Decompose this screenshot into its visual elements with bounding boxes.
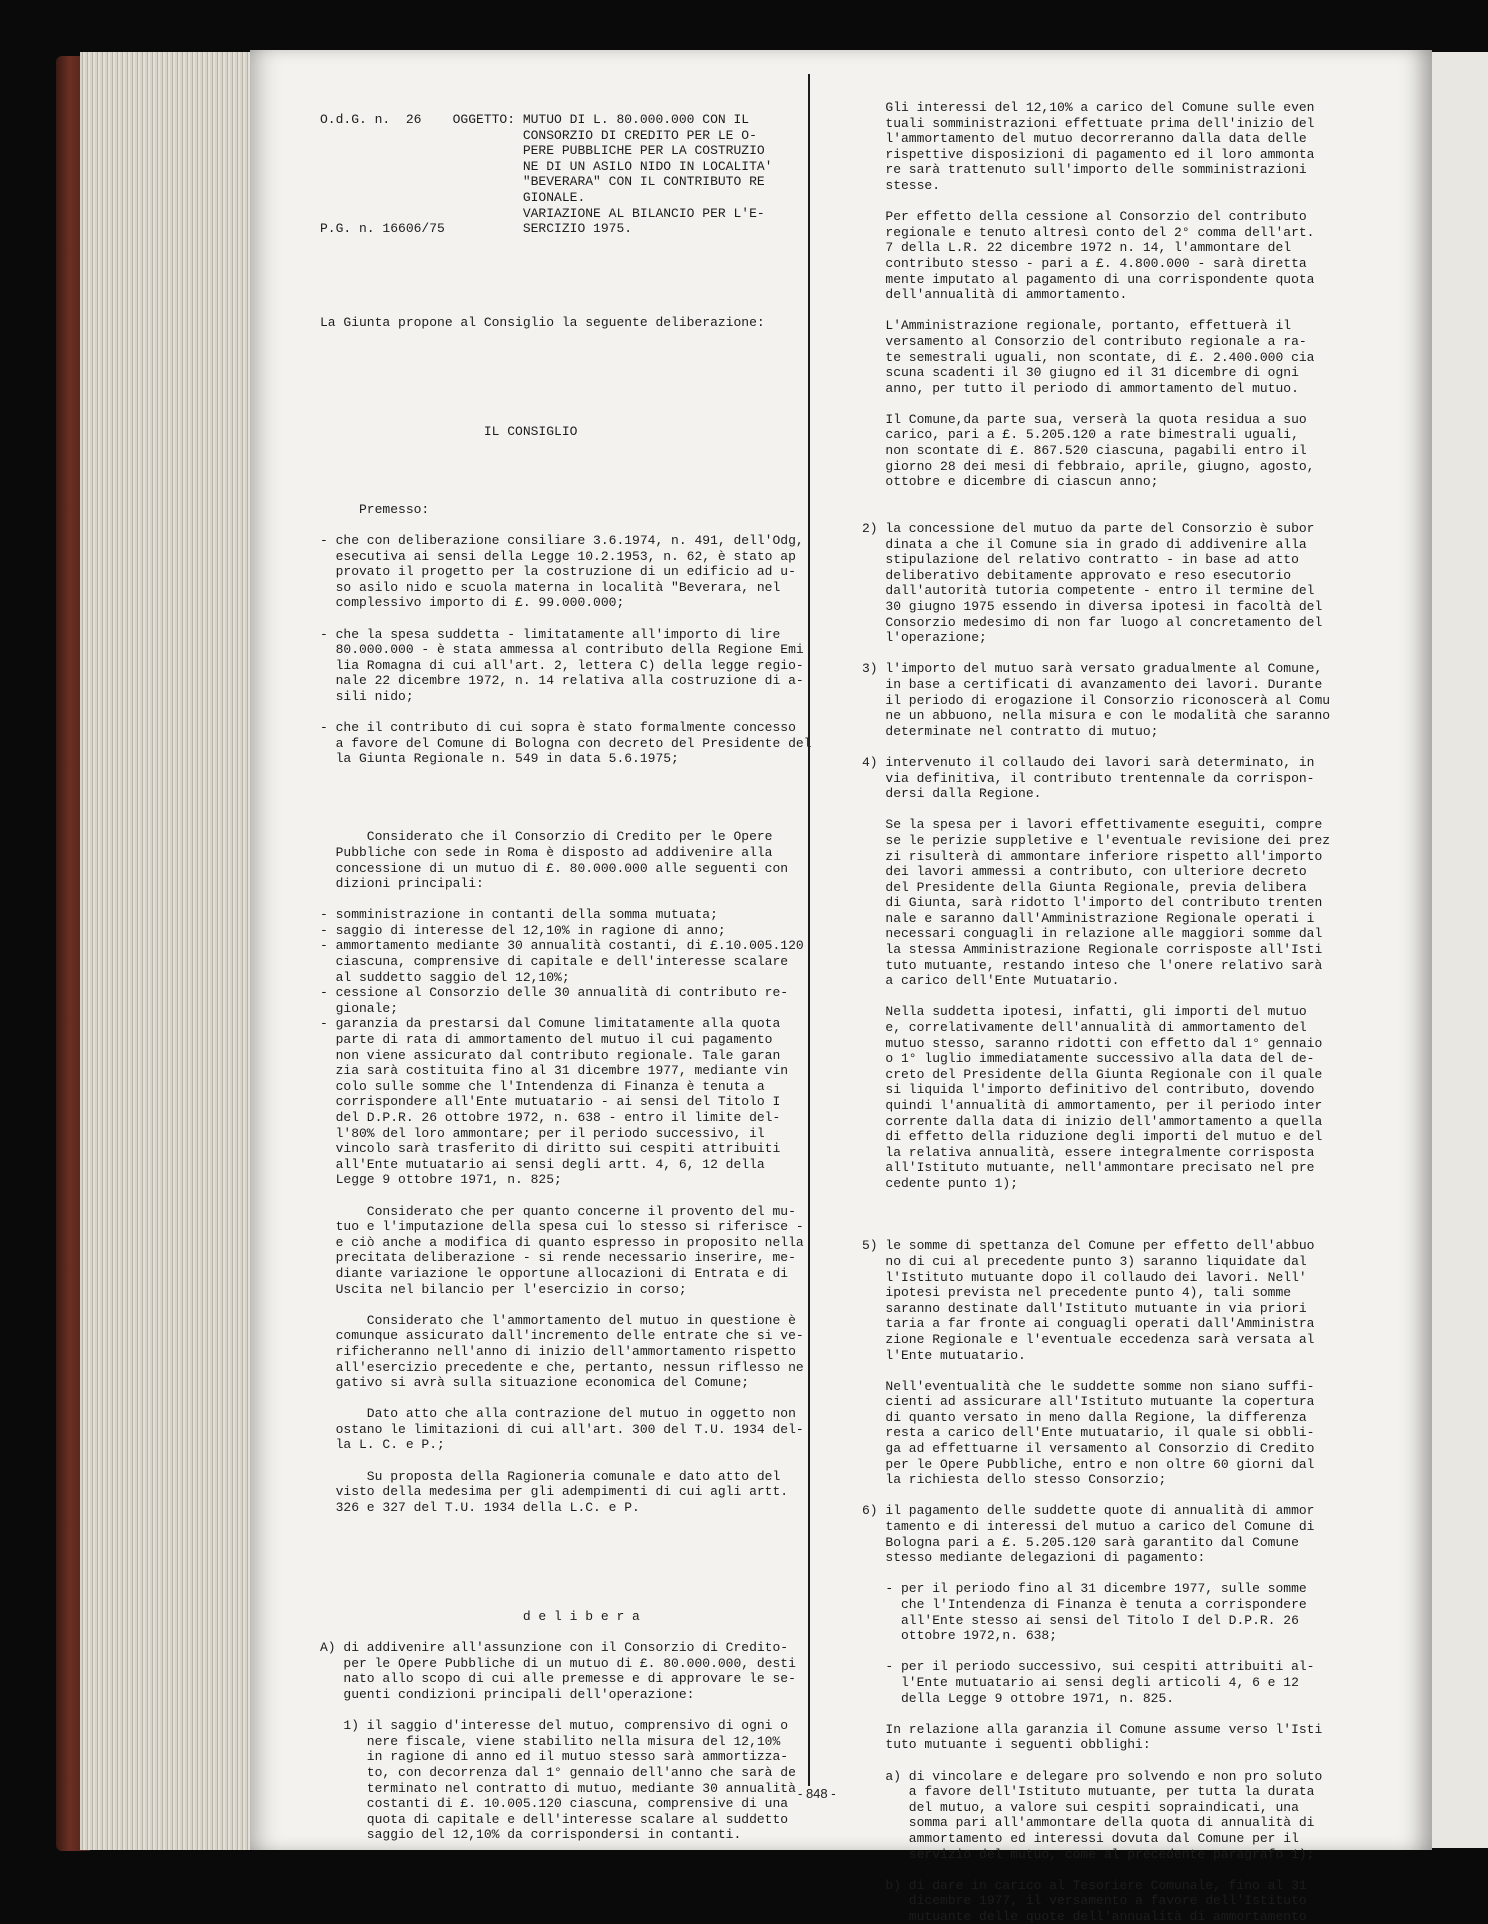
left-text-line: costanti di £. 10.005.120 ciascuna, comprensive di una <box>320 1796 789 1812</box>
left-text-line <box>320 814 850 830</box>
right-text-line: la richiesta dello stesso Consorzio; <box>862 1472 1167 1488</box>
left-text-line: sili nido; <box>320 688 414 704</box>
left-text-line: e ciò anche a modifica di quanto espresso in proposito nella <box>320 1234 804 1250</box>
left-text-line: NE DI UN ASILO NIDO IN LOCALITA' <box>320 158 773 174</box>
right-text-line: 3) l'importo del mutuo sarà versato gradualmente al Comune, <box>862 661 1323 677</box>
right-text-line: l'Ente mutuatario ai sensi degli articoli 4, 6 e 12 <box>862 1674 1299 1690</box>
left-text-line: "BEVERARA" CON IL CONTRIBUTO RE <box>320 174 765 190</box>
left-text-line: saggio del 12,10% da corrispondersi in contanti. <box>320 1827 742 1843</box>
left-text-line: gativo si avrà sulla situazione economica del Comune; <box>320 1375 750 1391</box>
left-text-line: rificheranno nell'anno di inizio dell'ammortamento rispetto <box>320 1343 796 1359</box>
right-text-line: ottobre 1972,n. 638; <box>862 1628 1058 1644</box>
right-text-line: l'ammortamento del mutuo decorreranno dalla data delle <box>862 131 1307 147</box>
left-text-line: a favore del Comune di Bologna con decreto del Presidente del <box>320 735 812 751</box>
left-text-line: - saggio di interesse del 12,10% in ragione di anno; <box>320 922 726 938</box>
right-text-line: re sarà trattenuto sull'importo delle somministrazioni <box>862 162 1307 178</box>
left-text-line: A) di addivenire all'assunzione con il Consorzio di Credito- <box>320 1640 789 1656</box>
right-text-line: anno, per tutto il periodo di ammortamento del mutuo. <box>862 380 1299 396</box>
right-text-line <box>862 194 1412 210</box>
right-text-line: ipotesi prevista nel precedente punto 4), tali somme <box>862 1285 1292 1301</box>
right-text-line: creto del Presidente della Giunta Regionale con il quale <box>862 1066 1323 1082</box>
right-text-line: 4) intervenuto il collaudo dei lavori sarà determinato, in <box>862 754 1315 770</box>
right-text-line <box>862 1706 1412 1722</box>
right-text-line: somma pari all'ammontare della quota di annualità di <box>862 1815 1315 1831</box>
left-text-line: 80.000.000 - è stata ammessa al contributo della Regione Emi <box>320 642 804 658</box>
left-text-line: VARIAZIONE AL BILANCIO PER L'E- <box>320 205 765 221</box>
left-text-line: dizioni principali: <box>320 876 484 892</box>
right-text-line: scuna scadenti il 30 giugno ed il 31 dicembre di ogni <box>862 365 1299 381</box>
right-text-line: no di cui al precedente punto 3) saranno liquidate dal <box>862 1253 1307 1269</box>
right-text-line: l'Istituto mutuante dopo il collaudo dei lavori. Nell' <box>862 1269 1307 1285</box>
right-text-line <box>862 1223 1412 1239</box>
left-text-line <box>320 408 850 424</box>
right-text-line: zi risulterà di ammontare inferiore rispetto all'importo <box>862 848 1323 864</box>
right-text-line: ne un abbuono, nella misura e con le modalità che saranno <box>862 708 1331 724</box>
left-text-line: d e l i b e r a <box>320 1609 640 1624</box>
right-text-line <box>862 1644 1412 1660</box>
left-text-line: 326 e 327 del T.U. 1934 della L.C. e P. <box>320 1499 640 1515</box>
left-text-line: Dato atto che alla contrazione del mutuo in oggetto non <box>320 1406 796 1422</box>
left-text-line: - garanzia da prestarsi dal Comune limitatamente alla quota <box>320 1016 781 1032</box>
right-text-line: dei lavori ammessi a contributo, con ulteriore decreto <box>862 864 1307 880</box>
right-text-line <box>862 490 1412 506</box>
right-text-line: b) di dare in carico al Tesoriere Comunale, fino al 31 <box>862 1877 1307 1893</box>
right-text-line: carico, pari a £. 5.205.120 a rate bimestrali uguali, <box>862 427 1299 443</box>
left-text-line <box>320 517 850 533</box>
left-text-line <box>320 1703 850 1719</box>
right-text-line: per le Opere Pubbliche, entro e non oltre 60 giorni dal <box>862 1456 1315 1472</box>
right-text-line: mutuante delle quote dell'annualità di ammortamento <box>862 1908 1307 1924</box>
right-text-line <box>862 1566 1412 1582</box>
right-text-line: versamento al Consorzio del contributo regionale a ra- <box>862 333 1307 349</box>
right-text-line: ottobre e dicembre di ciascun anno; <box>862 474 1159 490</box>
right-text-line: del Presidente della Giunta Regionale, previa delibera <box>862 879 1307 895</box>
page-number: - 848 - <box>798 1786 836 1801</box>
left-text-line: tuo e l'imputazione della spesa cui lo stesso si riferisce - <box>320 1219 804 1235</box>
right-text-line: dall'autorità tutoria competente - entro il termine del <box>862 583 1315 599</box>
left-text-line: Pubbliche con sede in Roma è disposto ad addivenire alla <box>320 844 773 860</box>
left-text-line: provato il progetto per la costruzione di un edificio ad u- <box>320 564 796 580</box>
left-text-line: - che con deliberazione consiliare 3.6.1974, n. 491, dell'Odg, <box>320 533 804 549</box>
right-text-line: in base a certificati di avanzamento dei lavori. Durante <box>862 676 1323 692</box>
right-text-line: servizio del mutuo, come al precedente paragrafo 1); <box>862 1846 1315 1862</box>
right-text-line: 7 della L.R. 22 dicembre 1972 n. 14, l'ammontare del <box>862 240 1292 256</box>
right-text-line <box>862 802 1412 818</box>
right-text-line: non scontate di £. 867.520 ciascuna, pagabili entro il <box>862 443 1307 459</box>
left-text-line: GIONALE. <box>320 189 586 205</box>
left-text-line <box>320 393 850 409</box>
left-text-line: nale 22 dicembre 1972, n. 14 relativa alla costruzione di a- <box>320 673 804 689</box>
left-text-line: La Giunta propone al Consiglio la seguente deliberazione: <box>320 314 765 330</box>
right-text-line: Consorzio medesimo di non far luogo al concretamento del <box>862 614 1323 630</box>
right-text-line: l'operazione; <box>862 630 987 646</box>
right-text-line: te semestrali uguali, non scontate, di £. 2.400.000 cia <box>862 349 1315 365</box>
left-text-line <box>320 1593 850 1609</box>
left-text-line <box>320 1297 850 1313</box>
right-text-line: e, correlativamente dell'annualità di ammortamento del <box>862 1020 1307 1036</box>
right-text-line: di Giunta, sarà ridotto l'importo del contributo trenten <box>862 895 1323 911</box>
left-text-line <box>320 1625 850 1641</box>
left-text-line: per le Opere Pubbliche di un mutuo di £. 80.000.000, desti <box>320 1655 796 1671</box>
left-text-line: la L. C. e P.; <box>320 1437 445 1453</box>
left-text-line <box>320 455 850 471</box>
left-text-line: ciascuna, comprensive di capitale e dell'interesse scalare <box>320 954 789 970</box>
right-text-line: il periodo di erogazione il Consorzio riconoscerà al Comu <box>862 692 1331 708</box>
left-text-line <box>320 471 850 487</box>
left-text-line: Considerato che per quanto concerne il provento del mu- <box>320 1203 796 1219</box>
left-text-line: CONSORZIO DI CREDITO PER LE O- <box>320 127 757 143</box>
right-text-line: del mutuo, a valore sui cespiti sopraindicati, una <box>862 1799 1299 1815</box>
right-text-line <box>862 1363 1412 1379</box>
left-text-line: vincolo sarà trasferito di diritto sui cespiti attribuiti <box>320 1141 781 1157</box>
right-text-line: Il Comune,da parte sua, verserà la quota residua a suo <box>862 411 1307 427</box>
right-text-line: se le perizie suppletive e l'eventuale revisione dei prez <box>862 832 1331 848</box>
right-text-line: di effetto della riduzione degli importi del mutuo e del <box>862 1129 1323 1145</box>
left-text-line: al suddetto saggio del 12,10%; <box>320 969 570 985</box>
right-text-line: necessari conguagli in relazione alle maggiori somme dal <box>862 926 1323 942</box>
left-text-line <box>320 783 850 799</box>
left-text-line: in ragione di anno ed il mutuo stesso sarà ammortizza- <box>320 1749 789 1765</box>
left-text-line <box>320 1453 850 1469</box>
left-text-line <box>320 705 850 721</box>
left-text-line: so asilo nido e scuola materna in località "Beverara, nel <box>320 579 781 595</box>
left-text-line: nato allo scopo di cui alle premesse e di approvare le se- <box>320 1671 796 1687</box>
left-text-line: gionale; <box>320 1000 399 1016</box>
right-text-line: tamento e di interessi del mutuo a carico del Comune di <box>862 1519 1315 1535</box>
left-text-line: PERE PUBBLICHE PER LA COSTRUZIO <box>320 143 765 159</box>
left-text-line: concessione di un mutuo di £. 80.000.000 alle seguenti con <box>320 860 789 876</box>
left-text-line <box>320 252 850 268</box>
left-text-line: nere fiscale, viene stabilito nella misura del 12,10% <box>320 1733 781 1749</box>
right-text-line: corrente dalla data di inizio dell'ammortamento a quella <box>862 1113 1323 1129</box>
left-text-line: lia Romagna di cui all'art. 2, lettera C) della legge regio- <box>320 657 804 673</box>
right-text-line: cedente punto 1); <box>862 1175 1019 1191</box>
right-text-line: la relativa annualità, essere integralmente corrisposta <box>862 1144 1315 1160</box>
right-text-line: saranno destinate dall'Istituto mutuante in via priori <box>862 1300 1307 1316</box>
left-text-line: P.G. n. 16606/75 SERCIZIO 1975. <box>320 221 633 237</box>
right-text-line <box>862 1192 1412 1208</box>
left-text-line <box>320 1531 850 1547</box>
right-text-line: taria a far fronte ai conguagli operati dall'Amministra <box>862 1316 1315 1332</box>
left-text-line: comunque assicurato dall'incremento delle entrate che si ve- <box>320 1328 804 1344</box>
right-text-line: si liquida l'importo definitivo del contributo, dovendo <box>862 1082 1315 1098</box>
left-text-line <box>320 284 850 300</box>
left-text-line <box>320 1547 850 1563</box>
right-text-line: Se la spesa per i lavori effettivamente eseguiti, compre <box>862 817 1323 833</box>
right-text-line: regionale e tenuto altresì conto del 2° comma dell'art. <box>862 224 1315 240</box>
right-text-line: Nell'eventualità che le suddette somme non siano suffi- <box>862 1378 1315 1394</box>
left-text-line: l'80% del loro ammontare; per il periodo successivo, il <box>320 1125 765 1141</box>
right-text-line <box>862 505 1412 521</box>
left-text-line <box>320 798 850 814</box>
right-text-line: 5) le somme di spettanza del Comune per effetto dell'abbuo <box>862 1238 1315 1254</box>
left-text-line: non viene assicurato dal contributo regionale. Tale garan <box>320 1047 781 1063</box>
right-text-line: a) di vincolare e delegare pro solvendo e non pro soluto <box>862 1768 1323 1784</box>
right-text-line: ga ad effettuarne il versamento al Consorzio di Credito <box>862 1441 1315 1457</box>
left-text-line: colo sulle somme che l'Intendenza di Finanza è tenuta a <box>320 1078 765 1094</box>
left-text-line <box>320 1562 850 1578</box>
right-text-line <box>862 1488 1412 1504</box>
left-column <box>320 112 850 1843</box>
right-text-line: Per effetto della cessione al Consorzio del contributo <box>862 209 1307 225</box>
left-text-line: corrispondere all'Ente mutuatario - ai sensi del Titolo I <box>320 1094 781 1110</box>
right-text-line: a favore dell'Istituto mutuante, per tutta la durata <box>862 1784 1315 1800</box>
right-text-line: all'Ente stesso ai sensi del Titolo I del D.P.R. 26 <box>862 1612 1299 1628</box>
right-text-line <box>862 396 1412 412</box>
left-text-line <box>320 346 850 362</box>
left-text-line: esecutiva ai sensi della Legge 10.2.1953, n. 62, è stato ap <box>320 548 796 564</box>
left-text-line <box>320 268 850 284</box>
right-text-line: zione Regionale e l'eventuale eccedenza sarà versata al <box>862 1331 1315 1347</box>
right-text-line: Gli interessi del 12,10% a carico del Comune sulle even <box>862 100 1315 115</box>
right-text-line: Bologna pari a £. 5.205.120 sarà garantito dal Comune <box>862 1534 1299 1550</box>
right-text-line: tuto mutuante, restando inteso che l'onere relativo sarà <box>862 957 1323 973</box>
right-text-line: 30 giugno 1975 essendo in diversa ipotesi in facoltà del <box>862 599 1323 614</box>
right-text-line: In relazione alla garanzia il Comune assume verso l'Isti <box>862 1721 1323 1737</box>
right-text-line <box>862 739 1412 755</box>
right-text-line: della Legge 9 ottobre 1971, n. 825. <box>862 1690 1175 1706</box>
left-text-line <box>320 439 850 455</box>
right-text-line: stesso mediante delegazioni di pagamento: <box>862 1550 1206 1566</box>
right-text-line: - per il periodo fino al 31 dicembre 1977, sulle somme <box>862 1581 1307 1597</box>
right-text-line: tuto mutuante i seguenti obblighi: <box>862 1737 1151 1753</box>
left-text-line: O.d.G. n. 26 OGGETTO: MUTUO DI L. 80.000.000 CON IL <box>320 112 750 127</box>
left-text-line <box>320 767 850 783</box>
right-text-line: giorno 28 dei mesi di febbraio, aprile, giugno, agosto, <box>862 458 1315 474</box>
left-text-line: Legge 9 ottobre 1971, n. 825; <box>320 1172 562 1188</box>
left-text-line <box>320 299 850 315</box>
left-text-line: visto della medesima per gli adempimenti di cui agli artt. <box>320 1484 789 1500</box>
right-text-line: dersi dalla Regione. <box>862 786 1042 802</box>
left-text-line <box>320 362 850 378</box>
right-text-line <box>862 1862 1412 1878</box>
right-text-line <box>862 303 1412 319</box>
right-text-line <box>862 1207 1412 1223</box>
right-text-line: 6) il pagamento delle suddette quote di annualità di ammor <box>862 1503 1315 1519</box>
left-text-line: precitata deliberazione - si rende necessario inserire, me- <box>320 1250 796 1266</box>
left-text-line: Premesso: <box>320 501 430 517</box>
right-text-line: dell'annualità di ammortamento. <box>862 287 1128 303</box>
left-text-line <box>320 1515 850 1531</box>
left-text-line <box>320 1578 850 1594</box>
right-text-line: stesse. <box>862 177 941 193</box>
right-text-line <box>862 646 1412 662</box>
left-text-line: all'esercizio precedente e che, pertanto, nessun riflesso ne <box>320 1359 804 1375</box>
left-text-line: la Giunta Regionale n. 549 in data 5.6.1975; <box>320 751 679 767</box>
right-text-line: mutuo stesso, saranno ridotti con effetto dal 1° gennaio <box>862 1035 1323 1051</box>
right-text-line <box>862 1753 1412 1769</box>
left-text-line: diante variazione le opportune allocazioni di Entrata e di <box>320 1265 789 1281</box>
right-text-line: di quanto versato in meno dalla Regione, la differenza <box>862 1409 1307 1425</box>
right-column <box>862 100 1412 1924</box>
right-text-line: o 1° luglio immediatamente successivo alla data del de- <box>862 1051 1315 1067</box>
left-text-line: - somministrazione in contanti della somma mutuata; <box>320 907 718 923</box>
left-text-line: zia sarà costituita fino al 31 dicembre 1977, mediante vin <box>320 1063 789 1079</box>
document-page <box>250 50 1432 1924</box>
left-text-line: - che il contributo di cui sopra è stato formalmente concesso <box>320 720 796 736</box>
left-text-line <box>320 330 850 346</box>
left-text-line: Su proposta della Ragioneria comunale e dato atto del <box>320 1468 781 1484</box>
left-text-line <box>320 486 850 502</box>
left-text-line: Uscita nel bilancio per l'esercizio in corso; <box>320 1281 687 1297</box>
right-text-line: tuali somministrazioni effettuate prima dell'inizio del <box>862 115 1315 131</box>
facing-page-edge <box>1432 52 1488 1848</box>
left-text-line: all'Ente mutuatario ai sensi degli artt. 4, 6, 12 della <box>320 1156 765 1172</box>
right-text-line: via definitiva, il contributo trentennale da corrispon- <box>862 770 1315 786</box>
right-text-line: - per il periodo successivo, sui cespiti attribuiti al- <box>862 1659 1315 1675</box>
left-text-line: Considerato che l'ammortamento del mutuo in questione è <box>320 1312 796 1328</box>
left-text-line: guenti condizioni principali dell'operazione: <box>320 1686 695 1702</box>
right-text-line: che l'Intendenza di Finanza è tenuta a corrispondere <box>862 1597 1307 1612</box>
left-text-line: to, con decorrenza dal 1° gennaio dell'anno che sarà de <box>320 1764 796 1780</box>
right-text-line: rispettive disposizioni di pagamento ed il loro ammonta <box>862 146 1315 162</box>
left-text-line: complessivo importo di £. 99.000.000; <box>320 595 625 611</box>
left-text-line: terminato nel contratto di mutuo, mediante 30 annualità <box>320 1780 796 1796</box>
left-text-line: quota di capitale e dell'interesse scalare al suddetto <box>320 1811 789 1827</box>
right-text-line <box>862 989 1412 1005</box>
right-text-line: la stessa Amministrazione Regionale corrisposte all'Isti <box>862 942 1323 958</box>
right-text-line: mente imputato al pagamento di una corrispondente quota <box>862 271 1315 287</box>
right-text-line: cienti ad assicurare all'Istituto mutuante la copertura <box>862 1394 1315 1410</box>
left-text-line: IL CONSIGLIO <box>320 423 578 439</box>
left-text-line: ostano le limitazioni di cui all'art. 300 del T.U. 1934 del- <box>320 1421 804 1437</box>
right-text-line: contributo stesso - pari a £. 4.800.000 - sarà diretta <box>862 255 1307 271</box>
right-text-line: 2) la concessione del mutuo da parte del Consorzio è subor <box>862 521 1315 537</box>
right-text-line: quindi l'annualità di ammortamento, per il periodo inter <box>862 1098 1323 1113</box>
right-text-line: L'Amministrazione regionale, portanto, effettuerà il <box>862 318 1292 334</box>
right-text-line: l'Ente mutuatario. <box>862 1347 1026 1363</box>
page-edges <box>80 52 252 1850</box>
left-text-line: - che la spesa suddetta - limitatamente all'importo di lire <box>320 626 781 642</box>
right-text-line: ammortamento ed interessi dovuta dal Comune per il <box>862 1830 1299 1846</box>
right-text-line: dicembre 1977, il versamento a favore dell'Istituto <box>862 1893 1307 1909</box>
right-text-line: a carico dell'Ente Mutuatario. <box>862 973 1120 989</box>
left-text-line: Considerato che il Consorzio di Credito per le Opere <box>320 829 773 845</box>
right-text-line: nale e saranno dall'Amministrazione Regionale operati i <box>862 910 1315 926</box>
right-text-line: dinata a che il Comune sia in grado di addivenire alla <box>862 536 1307 552</box>
left-text-line <box>320 892 850 908</box>
right-text-line: all'Istituto mutuante, nell'ammontare precisato nel pre <box>862 1160 1315 1176</box>
left-text-line: - ammortamento mediante 30 annualità costanti, di £.10.005.120 <box>320 938 804 954</box>
right-text-line: stipulazione del relativo contratto - in base ad atto <box>862 552 1299 568</box>
left-text-line <box>320 1188 850 1204</box>
right-text-line: determinate nel contratto di mutuo; <box>862 723 1159 739</box>
left-text-line: - cessione al Consorzio delle 30 annualità di contributo re- <box>320 985 789 1001</box>
left-text-line <box>320 377 850 393</box>
left-text-line: parte di rata di ammortamento del mutuo il cui pagamento <box>320 1032 773 1048</box>
left-text-line <box>320 237 850 253</box>
right-text-line: Nella suddetta ipotesi, infatti, gli importi del mutuo <box>862 1004 1307 1020</box>
left-text-line <box>320 1391 850 1407</box>
right-text-line: deliberativo debitamente approvato e reso esecutorio <box>862 567 1292 583</box>
left-text-line <box>320 611 850 627</box>
right-text-line: resta a carico dell'Ente mutuatario, il quale si obbli- <box>862 1425 1315 1441</box>
left-text-line: 1) il saggio d'interesse del mutuo, comprensivo di ogni o <box>320 1718 789 1734</box>
left-text-line: del D.P.R. 26 ottobre 1972, n. 638 - entro il limite del- <box>320 1110 781 1125</box>
